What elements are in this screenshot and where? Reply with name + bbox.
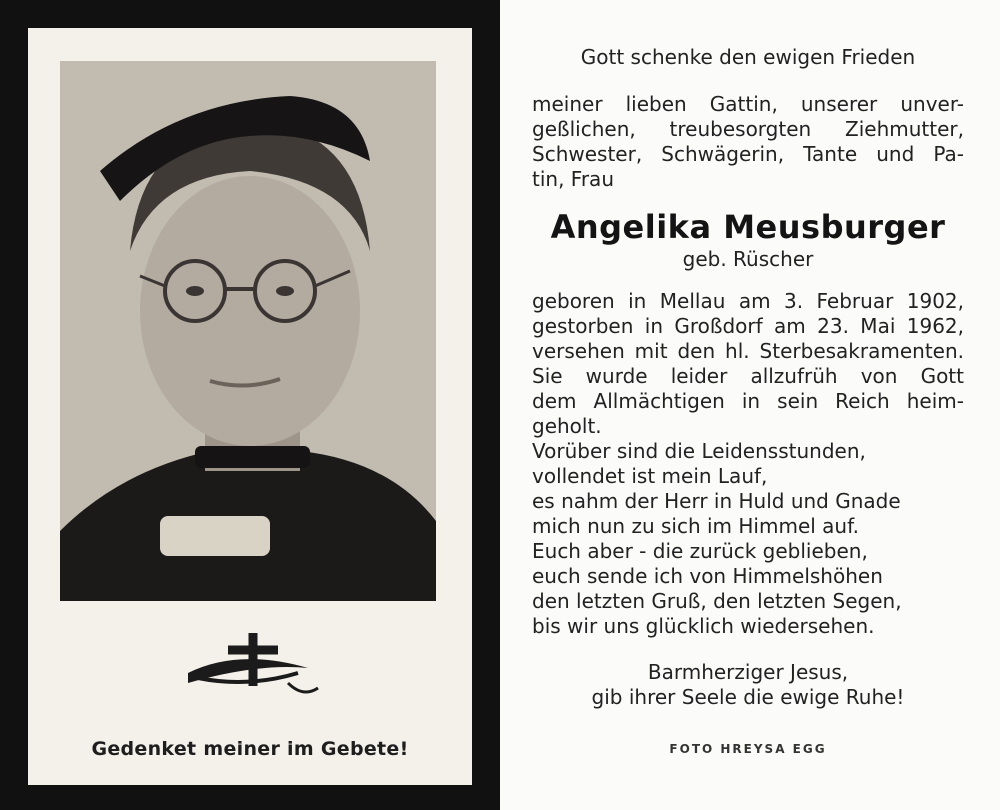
poem-line: euch sende ich von Himmelshöhen xyxy=(532,564,883,588)
portrait-illustration xyxy=(60,61,436,601)
photo-credit: FOTO HREYSA EGG xyxy=(669,742,827,756)
bio-line: geholt. xyxy=(532,414,602,438)
closing-prayer xyxy=(532,660,964,710)
intro-line: geßlichen, treubesorgten Ziehmutter, xyxy=(532,117,964,141)
poem-line: den letzten Gruß, den letzten Segen, xyxy=(532,589,902,613)
bio-line: dem Allmächtigen in sein Reich heim- xyxy=(532,389,964,413)
poem-line: Euch aber - die zurück geblieben, xyxy=(532,539,868,563)
bio-line: geboren in Mellau am 3. Februar 1902, xyxy=(532,289,964,313)
poem-line: vollendet ist mein Lauf, xyxy=(532,464,768,488)
poem-line: Vorüber sind die Leidensstunden, xyxy=(532,439,866,463)
closing-line: gib ihrer Seele die ewige Ruhe! xyxy=(591,685,905,709)
intro-line: meiner lieben Gattin, unserer unver- xyxy=(532,92,964,116)
biography-paragraph xyxy=(532,289,964,639)
intro-paragraph xyxy=(532,92,964,192)
intro-line: Schwester, Schwägerin, Tante und Pa- xyxy=(532,142,964,166)
memorial-card-front xyxy=(28,28,472,785)
header-line: Gott schenke den ewigen Frieden xyxy=(580,45,916,69)
portrait-photo xyxy=(60,61,436,601)
maiden-name: geb. Rüscher xyxy=(682,247,814,271)
poem-line: bis wir uns glücklich wiedersehen. xyxy=(532,614,875,638)
deceased-name: Angelika Meusburger xyxy=(550,208,946,246)
memorial-card-text-page xyxy=(500,0,1000,810)
bio-line: versehen mit den hl. Sterbesakramenten. xyxy=(532,339,964,363)
intro-line: tin, Frau xyxy=(532,167,614,191)
palm-cross-icon xyxy=(178,628,328,708)
poem-line: mich nun zu sich im Himmel auf. xyxy=(532,514,860,538)
prayer-caption: Gedenket meiner im Gebete! xyxy=(91,738,409,760)
closing-line: Barmherziger Jesus, xyxy=(647,660,849,684)
poem-line: es nahm der Herr in Huld und Gnade xyxy=(532,489,901,513)
bio-line: Sie wurde leider allzufrüh von Gott xyxy=(532,364,964,388)
bio-line: gestorben in Großdorf am 23. Mai 1962, xyxy=(532,314,964,338)
